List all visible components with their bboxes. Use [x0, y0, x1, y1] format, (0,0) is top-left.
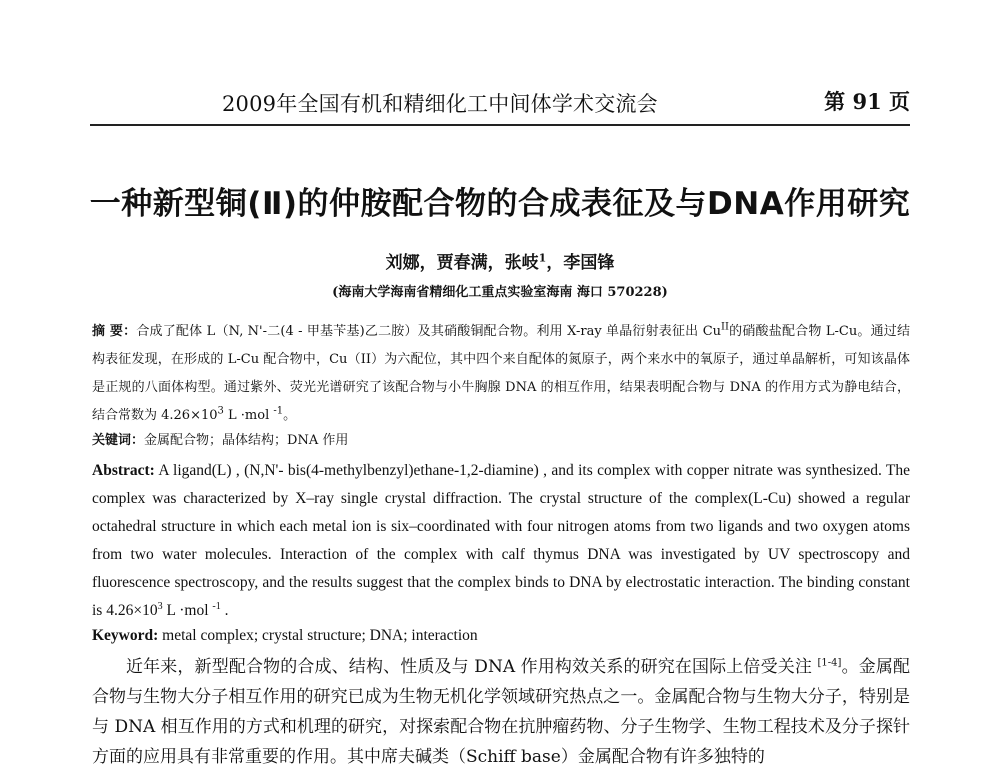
conference-name: 2009年全国有机和精细化工中间体学术交流会: [222, 92, 658, 116]
chinese-abstract-sup3: -1: [273, 405, 284, 417]
english-abstract-text-b: L ·mol: [162, 602, 213, 619]
chinese-abstract-sup1: II: [721, 321, 729, 333]
citation-mark: [1-4]: [817, 657, 842, 669]
english-abstract-text-c: .: [220, 602, 229, 619]
chinese-abstract-label: 摘 要：: [92, 324, 137, 339]
header-rule: [90, 124, 910, 126]
chinese-abstract-text-a: 合成了配体 L（N, N'-二(4 - 甲基苄基)乙二胺）及其硝酸铜配合物。利用 X-ray 单晶衍射表征出 Cu: [136, 324, 722, 339]
chinese-abstract-sup2: 3: [217, 405, 224, 417]
english-keywords-label: Keyword:: [92, 627, 159, 644]
english-abstract-sup2: -1: [212, 600, 221, 612]
affiliation: (海南大学海南省精细化工重点实验室海南 海口 570228): [332, 285, 668, 300]
author-list: [0, 248, 1000, 273]
english-keywords-text: metal complex; crystal structure; DNA; interaction: [158, 627, 478, 644]
authors-part2: ，李国锋: [546, 253, 615, 273]
english-abstract-text-a: A ligand(L) , (N,N'- bis(4-methylbenzyl)ethane-1,2-diamine) , and its complex with copper nitrate was synthesized. The complex was characterized by X–ray single crystal diffraction. The crystal structure of the complex(L-Cu) showed a regular octahedral structure in which each metal ion is six–coordinated with four nitrogen atoms from two ligands and two oxygen atoms from two water molecules. Interaction of the complex with calf thymus DNA was investigated by UV spectroscopy and fluorescence spectroscopy, and the results suggest that the complex binds to DNA by electrostatic interaction. The binding constant is 4.26×10: [92, 462, 910, 619]
authors-part1: 刘娜，贾春满，张岐: [385, 253, 539, 273]
page-number: 第 91 页: [824, 89, 910, 114]
chinese-abstract: [92, 318, 910, 430]
chinese-keywords: [92, 431, 910, 451]
chinese-keywords-label: 关键词：: [92, 433, 145, 448]
introduction-paragraph: [92, 652, 910, 772]
intro-text-a: 近年来，新型配合物的合成、结构、性质及与 DNA 作用构效关系的研究在国际上倍受关注: [126, 657, 818, 677]
chinese-keywords-text: 金属配合物；晶体结构；DNA 作用: [144, 433, 349, 448]
chinese-abstract-text-b: 的硝酸盐配合物 L-Cu。通过结构表征发现，在形成的 L-Cu 配合物中，Cu（II）为六配位，其中四个来自配体的氮原子，两个来水中的氧原子，通过单晶解析，可知该晶体是正规的八面体构型。通过紫外、荧光光谱研究了该配合物与小牛胸腺 DNA 的相互作用，结果表明配合物与 DNA 的作用方式为静电结合，结合常数为 4.26×10: [92, 324, 911, 423]
chinese-abstract-text-c: L ·mol: [223, 408, 274, 423]
english-abstract: [92, 457, 910, 625]
english-keywords: [92, 624, 910, 648]
english-abstract-label: Abstract:: [92, 462, 155, 479]
intro-text-b: 。金属配合物与生物大分子相互作用的研究已成为生物无机化学领域研究热点之一。金属配合物与生物大分子，特别是与 DNA 相互作用的方式和机理的研究，对探索配合物在抗肿瘤药物、分子生物学、生物工程技术及分子探针方面的应用具有非常重要的作用。其中席夫碱类（Schiff base）金属配合物有许多独特的: [92, 657, 910, 767]
english-abstract-sup1: 3: [157, 600, 163, 612]
chinese-abstract-text-d: 。: [283, 408, 297, 423]
paper-title: 一种新型铜(Ⅱ)的仲胺配合物的合成表征及与DNA作用研究: [89, 186, 911, 222]
author-affil-mark: 1: [538, 251, 547, 265]
